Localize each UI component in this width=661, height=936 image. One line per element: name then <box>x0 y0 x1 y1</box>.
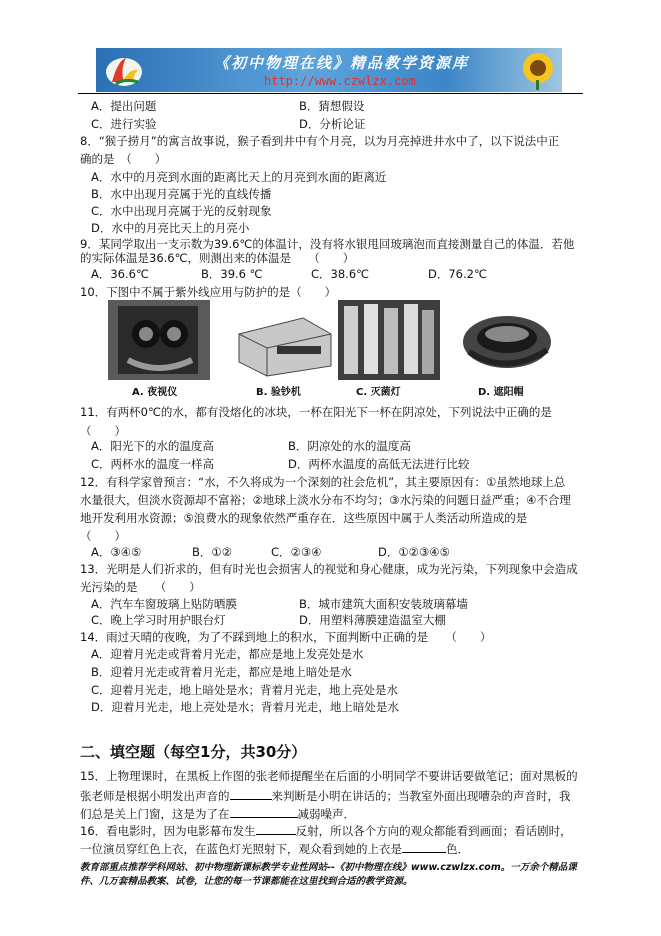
q9-option-c: C．38.6℃ <box>311 267 370 281</box>
q14-option-d: D．迎着月光走，地上亮处是水；背着月光走，地上暗处是水 <box>91 700 399 714</box>
q15-line-2 <box>80 787 571 804</box>
q9-option-a: A．36.6℃ <box>91 267 149 281</box>
q8-option-c: C．水中出现月亮属于光的反射现象 <box>91 204 272 218</box>
q13-stem: 13．光明是人们祈求的，但有时光也会损害人的视觉和身心健康，成为光污染，下列现象中会造成 <box>80 562 578 576</box>
q15-text-c: 们总是关上门窗，这是为了在 <box>80 807 230 821</box>
caption-sun-hat: D. 遮阳帽 <box>478 387 524 398</box>
q16-blank-1[interactable] <box>256 822 296 835</box>
q13-stem-cont: 光污染的是 （ ） <box>80 580 201 594</box>
q11-option-d: D．两杯水温度的高低无法进行比较 <box>288 457 470 471</box>
sunflower-icon <box>514 50 558 90</box>
site-logo-icon <box>104 52 144 88</box>
q13-option-b: B．城市建筑大面积安装玻璃幕墙 <box>299 597 468 611</box>
footer-line-1: 教育部重点推荐学科网站、初中物理新课标教学专业性网站--《初中物理在线》www.czwlzx.com。一万余个精品课 <box>80 862 577 873</box>
q16-line-2 <box>80 840 469 857</box>
q8-option-d: D．水中的月亮比天上的月亮小 <box>91 221 250 235</box>
q15-line-3 <box>80 805 355 822</box>
q14-option-b: B．迎着月光走或背着月光走，都应是地上暗处是水 <box>91 665 352 679</box>
q16-text-a: 16．看电影时，因为电影幕布发生 <box>80 824 256 838</box>
q12-stem-4: （ ） <box>80 529 126 543</box>
q12-option-a: A．③④⑤ <box>91 545 142 559</box>
q15-blank-2[interactable] <box>230 805 298 818</box>
q7-option-a: A．提出问题 <box>91 99 157 113</box>
q12-stem-2: 水量很大，但淡水资源却不富裕；②地球上淡水分布不均匀；③水污染的问题日益严重；④不合理 <box>80 493 571 507</box>
q8-stem-cont: 确的是 （ ） <box>80 152 167 166</box>
header-banner <box>96 48 562 92</box>
q12-option-d: D．①②③④⑤ <box>378 545 450 559</box>
q15-blank-1[interactable] <box>230 787 272 800</box>
site-title: 《初中物理在线》精品教学资源库 <box>214 54 470 72</box>
q9-stem-cont: 的实际体温是36.6℃，则测出来的体温是 （ ） <box>80 251 355 265</box>
q16-text-d: 色． <box>446 842 469 856</box>
q14-stem: 14．雨过天晴的夜晚，为了不踩到地上的积水，下面判断中正确的是 （ ） <box>80 630 492 644</box>
q16-blank-2[interactable] <box>402 840 446 853</box>
q9-option-d: D．76.2℃ <box>428 267 487 281</box>
q15-line-1: 15．上物理课时，在黑板上作图的张老师提醒坐在后面的小明同学不要讲话要做笔记；面对黑板的 <box>80 769 578 783</box>
q11-option-b: B．阴凉处的水的温度高 <box>288 439 411 453</box>
sterilizing-lamp-photo <box>338 300 440 380</box>
q13-option-d: D．用塑料薄膜建造温室大棚 <box>299 613 446 627</box>
q12-option-b: B．①② <box>192 545 233 559</box>
q15-text-a: 张老师是根据小明发出声音的 <box>80 789 230 803</box>
q15-text-b: 来判断是小明在讲话的；当教室外面出现嘈杂的声音时，我 <box>271 789 571 803</box>
q7-option-b: B．猜想假设 <box>299 99 365 113</box>
footer-line-2: 件、几万套精品教案、试卷，让您的每一节课都能在这里找到合适的教学资源。 <box>80 876 413 887</box>
caption-sterilizing-lamp: C. 灭菌灯 <box>356 387 401 398</box>
q11-option-c: C．两杯水的温度一样高 <box>91 457 215 471</box>
q9-option-b: B．39.6 ℃ <box>201 267 263 281</box>
q11-option-a: A．阳光下的水的温度高 <box>91 439 214 453</box>
sun-hat-photo <box>455 300 557 380</box>
q11-stem: 11．有两杯0℃的水，都有没熔化的冰块，一杯在阳光下一杯在阴凉处，下列说法中正确的是 <box>80 405 552 419</box>
caption-night-vision: A. 夜视仪 <box>132 387 178 398</box>
q8-option-b: B．水中出现月亮属于光的直线传播 <box>91 187 272 201</box>
q7-option-d: D．分析论证 <box>299 117 366 131</box>
q10-stem: 10．下图中不属于紫外线应用与防护的是（ ） <box>80 285 337 299</box>
q12-option-c: C．②③④ <box>271 545 322 559</box>
q12-stem: 12．有科学家曾预言：“水，不久将成为一个深刻的社会危机”，其主要原因有：①虽然地球上总 <box>80 475 566 489</box>
q11-stem-cont: （ ） <box>80 424 126 438</box>
caption-money-detector: B. 验钞机 <box>256 387 301 398</box>
q16-text-b: 反射，所以各个方向的观众都能看到画面；看话剧时， <box>295 824 572 838</box>
q16-text-c: 一位演员穿红色上衣，在蓝色灯光照射下，观众看到她的上衣是 <box>80 842 402 856</box>
q16-line-1 <box>80 822 572 839</box>
q9-stem: 9．某同学取出一支示数为39.6℃的体温计，没有将水银甩回玻璃泡而直接测量自己的体温．若他 <box>80 237 575 251</box>
q12-stem-3: 地开发利用水资源；⑤浪费水的现象依然严重存在．这些原因中属于人类活动所造成的是 <box>80 511 528 525</box>
q14-option-a: A．迎着月光走或背着月光走，都应是地上发亮处是水 <box>91 647 364 661</box>
header-divider <box>78 93 583 94</box>
q13-option-a: A．汽车车窗玻璃上贴防晒膜 <box>91 597 237 611</box>
q8-option-a: A．水中的月亮到水面的距离比天上的月亮到水面的距离近 <box>91 170 387 184</box>
section-heading-fill-in: 二、填空题（每空1分，共30分） <box>80 743 307 761</box>
q7-option-c: C．进行实验 <box>91 117 157 131</box>
money-detector-photo <box>233 300 335 380</box>
q8-stem: 8．“猴子捞月”的寓言故事说，猴子看到井中有个月亮，以为月亮掉进井水中了，以下说法中正 <box>80 134 560 148</box>
q13-option-c: C．晚上学习时用护眼台灯 <box>91 613 226 627</box>
q14-option-c: C．迎着月光走，地上暗处是水；背着月光走，地上亮处是水 <box>91 683 399 697</box>
site-url[interactable]: http://www.czwlzx.com <box>264 74 416 88</box>
q15-text-d: 减弱噪声． <box>297 807 355 821</box>
night-vision-photo <box>108 300 210 380</box>
